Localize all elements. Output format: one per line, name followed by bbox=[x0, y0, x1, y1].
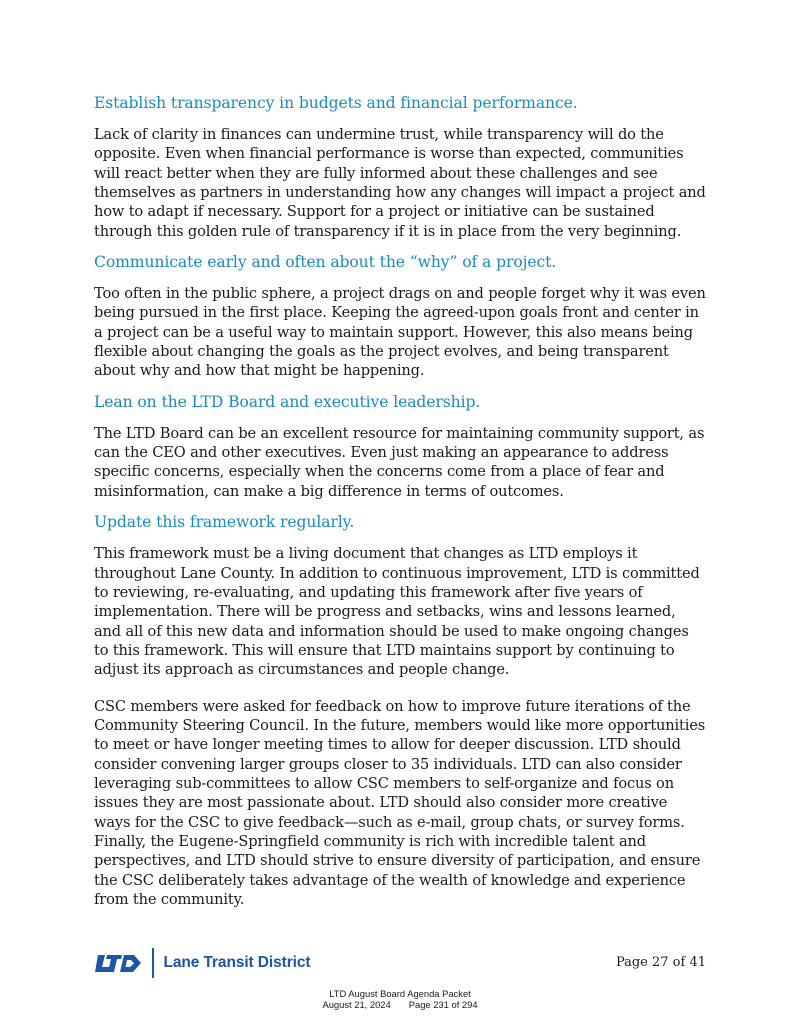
ltd-logo-icon bbox=[94, 951, 142, 975]
section-heading-update: Update this framework regularly. bbox=[94, 513, 355, 532]
ltd-logo bbox=[94, 946, 310, 980]
section-body-csc-feedback: CSC members were asked for feedback on how to improve future iterations of the Community Steering Council. In the future, members would like more opportunities to meet or have longer meeting times to allow for deeper discussion. LTD should consider convening larger groups closer to 35 individuals. LTD can also consider leveraging sub-committees to allow CSC members to self-organize and focus on issues they are most passionate about. LTD should also consider more creative ways for the CSC to give feedback—such as e-mail, group chats, or survey forms. Finally, the Eugene-Springfield community is rich with incredible talent and perspectives, and LTD should strive to ensure diversity of participation, and ensure the CSC deliberately takes advantage of the wealth of knowledge and experience from the community. bbox=[94, 697, 706, 908]
logo-divider bbox=[152, 948, 154, 978]
packet-page: Page 231 of 294 bbox=[408, 998, 478, 1010]
section-heading-communicate: Communicate early and often about the “why” of a project. bbox=[94, 253, 557, 272]
packet-date: August 21, 2024 bbox=[322, 998, 391, 1010]
packet-title: LTD August Board Agenda Packet bbox=[329, 988, 471, 999]
section-body-communicate: Too often in the public sphere, a project drags on and people forget why it was even being pursued in the first place. Keeping the agreed-upon goals front and center in a project can be a useful way to maintain support. However, this also means being flexible about changing the goals as the project evolves, and being transparent about why and how that might be happening. bbox=[94, 285, 706, 380]
document-body bbox=[94, 92, 706, 909]
section-body-update: This framework must be a living document that changes as LTD employs it throughout Lane County. In addition to continuous improvement, LTD is committed to reviewing, re-evaluating, and updating this framework after five years of implementation. There will be progress and setbacks, wins and lessons learned, and all of this new data and information should be used to make ongoing changes to this framework. This will ensure that LTD maintains support by continuing to adjust its approach as circumstances and people change. bbox=[94, 545, 700, 679]
logo-text: Lane Transit District bbox=[163, 954, 311, 971]
section-body-leadership: The LTD Board can be an excellent resource for maintaining community support, as can the CEO and other executives. Even just making an appearance to address specific concerns, especially when the concerns come from a place of fear and misinformation, can make a big difference in terms of outcomes. bbox=[94, 424, 705, 500]
page-number: Page 27 of 41 bbox=[615, 955, 706, 970]
section-heading-transparency: Establish transparency in budgets and financial performance. bbox=[94, 94, 578, 112]
section-body-transparency: Lack of clarity in finances can undermine trust, while transparency will do the opposite. Even when financial performance is worse than expected, communities will react better when they are fully informed about these challenges and see themselves as partners in understanding how any changes will impact a project and how to adapt if necessary. Support for a project or initiative can be sustained through this golden rule of transparency if it is in place from the very beginning. bbox=[94, 126, 706, 240]
packet-stamp bbox=[0, 989, 800, 1010]
page-footer bbox=[94, 946, 706, 982]
section-heading-leadership: Lean on the LTD Board and executive leadership. bbox=[94, 392, 481, 411]
packet-info bbox=[0, 1000, 800, 1011]
